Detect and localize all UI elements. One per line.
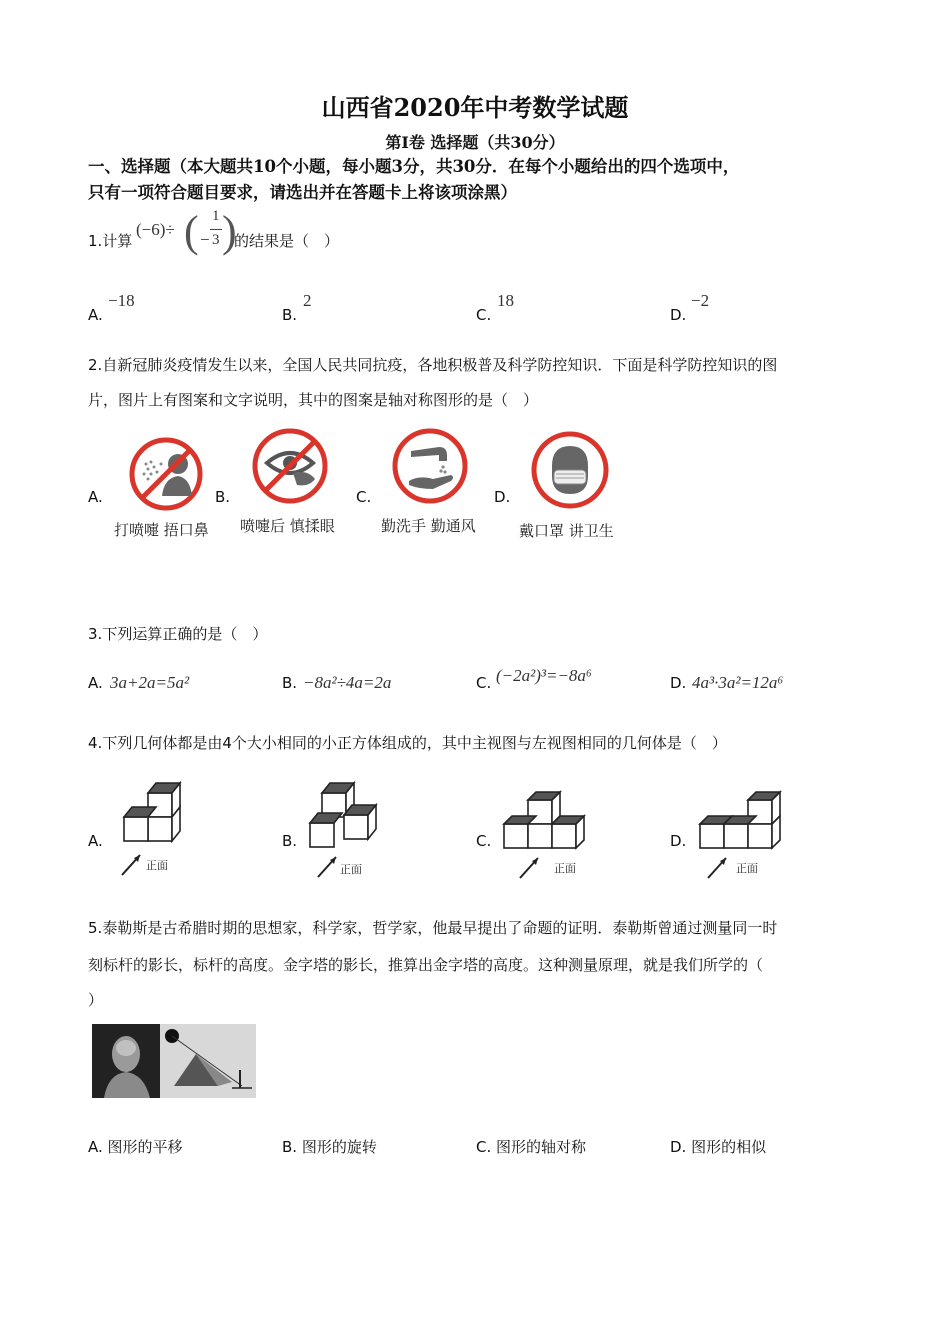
question-text: 计算 (102, 232, 133, 250)
q5-option-b[interactable] (282, 1136, 377, 1157)
q1-option-d-value: −2 (691, 291, 710, 310)
option-text: 图形的平移 (107, 1138, 183, 1156)
q1-option-c[interactable] (476, 306, 491, 324)
q1-option-d[interactable] (670, 306, 686, 324)
option-text: 图形的旋转 (301, 1138, 377, 1156)
question-4 (88, 733, 727, 753)
question-number: 2. (88, 356, 103, 374)
q1-minus: − (200, 230, 210, 249)
q1-frac-numerator: 1 (212, 208, 220, 224)
question-2-line2: 片，图片上有图案和文字说明，其中的图案是轴对称图形的是（ ） (88, 391, 539, 409)
q1-left-paren: ( (184, 207, 199, 256)
question-number: 4. (88, 734, 103, 752)
wear-mask-sign-icon (528, 428, 612, 512)
q2-option-a[interactable]: A. (88, 488, 103, 506)
option-label: C. (476, 306, 492, 324)
q3-option-a[interactable]: A. (88, 674, 103, 692)
q3-option-a-value: 3a+2a=5a² (110, 673, 190, 692)
option-label: A. (88, 306, 103, 324)
q4-front-label-d: 正面 (736, 862, 758, 875)
q1-option-a[interactable] (88, 306, 103, 324)
q2-caption-b: 喷嚏后 慎揉眼 (240, 517, 335, 535)
q4-option-b[interactable]: B. (282, 832, 298, 850)
q2-caption-a: 打喷嚏 捂口鼻 (114, 521, 209, 539)
option-label: D. (670, 1138, 687, 1156)
q2-option-c[interactable]: C. (356, 488, 372, 506)
q4-front-label-b: 正面 (340, 863, 362, 876)
question-text: 自新冠肺炎疫情发生以来，全国人民共同抗疫，各地积极普及科学防控知识．下面是科学防控知识的图 (102, 356, 778, 374)
no-rub-eyes-sign-icon (249, 425, 331, 507)
q4-option-c[interactable]: C. (476, 832, 492, 850)
no-sneeze-sign-icon (126, 434, 206, 514)
page-title: 山西省2020年中考数学试题 (321, 93, 629, 122)
q3-option-b-value: −8a²÷4a=2a (303, 673, 392, 692)
q3-option-b[interactable]: B. (282, 674, 298, 692)
q4-option-d[interactable]: D. (670, 832, 687, 850)
question-number: 5. (88, 919, 103, 937)
section-instructions-line1: 一、选择题（本大题共10个小题，每小题3分，共30分．在每个小题给出的四个选项中， (88, 157, 740, 176)
option-label: C. (476, 1138, 492, 1156)
question-text: 泰勒斯是古希腊时期的思想家，科学家，哲学家，他最早提出了命题的证明．泰勒斯曾通过测量同一时 (102, 919, 778, 937)
q4-front-label-a: 正面 (146, 859, 168, 872)
q1-tail: 的结果是（ ） (234, 232, 340, 250)
q1-expr-dividend: (−6)÷ (136, 220, 175, 239)
cube-figure-c-icon (500, 786, 596, 882)
q5-option-d[interactable] (670, 1136, 766, 1157)
section-instructions-line2: 只有一项符合题目要求，请选出并在答题卡上将该项涂黑） (88, 183, 517, 202)
option-label: A. (88, 1138, 103, 1156)
q2-caption-c: 勤洗手 勤通风 (381, 517, 476, 535)
q2-option-d[interactable]: D. (494, 488, 511, 506)
section-subtitle: 第I卷 选择题（共30分） (385, 133, 565, 152)
q1-frac-bar (210, 229, 222, 230)
q5-option-c[interactable] (476, 1136, 586, 1157)
question-text: 下列几何体都是由4个大小相同的小正方体组成的，其中主视图与左视图相同的几何体是（ ） (102, 734, 727, 752)
q1-option-c-value: 18 (497, 291, 514, 310)
option-label: D. (670, 306, 687, 324)
question-number: 1. (88, 232, 103, 250)
question-3 (88, 624, 267, 644)
q3-option-c-value: (−2a²)³=−8a⁶ (496, 666, 592, 685)
thales-pyramid-image (92, 1024, 256, 1098)
q4-option-a[interactable]: A. (88, 832, 103, 850)
question-text: 下列运算正确的是（ ） (102, 625, 268, 643)
option-label: B. (282, 1138, 298, 1156)
question-number: 3. (88, 625, 103, 643)
q1-option-a-value: −18 (108, 291, 135, 310)
question-1 (88, 231, 132, 251)
wash-hands-sign-icon (389, 425, 471, 507)
question-5-line3: ） (88, 991, 104, 1009)
q5-option-a[interactable] (88, 1136, 183, 1157)
question-2-line1 (88, 355, 777, 375)
q1-frac-denominator: 3 (212, 232, 220, 248)
q1-option-b[interactable] (282, 306, 297, 324)
q3-option-d-value: 4a³·3a²=12a⁶ (692, 673, 784, 692)
q1-right-paren: ) (222, 207, 237, 256)
q3-option-c[interactable]: C. (476, 674, 492, 692)
q1-option-b-value: 2 (303, 291, 312, 310)
option-text: 图形的相似 (691, 1138, 767, 1156)
question-5-line1 (88, 918, 777, 938)
option-text: 图形的轴对称 (496, 1138, 587, 1156)
question-5-line2: 刻标杆的影长，标杆的高度。金字塔的影长，推算出金字塔的高度。这种测量原理，就是我们所学的（ (88, 956, 764, 974)
q4-front-label-c: 正面 (554, 862, 576, 875)
q2-option-b[interactable]: B. (215, 488, 231, 506)
q2-caption-d: 戴口罩 讲卫生 (519, 522, 614, 540)
q3-option-d[interactable]: D. (670, 674, 687, 692)
option-label: B. (282, 306, 298, 324)
